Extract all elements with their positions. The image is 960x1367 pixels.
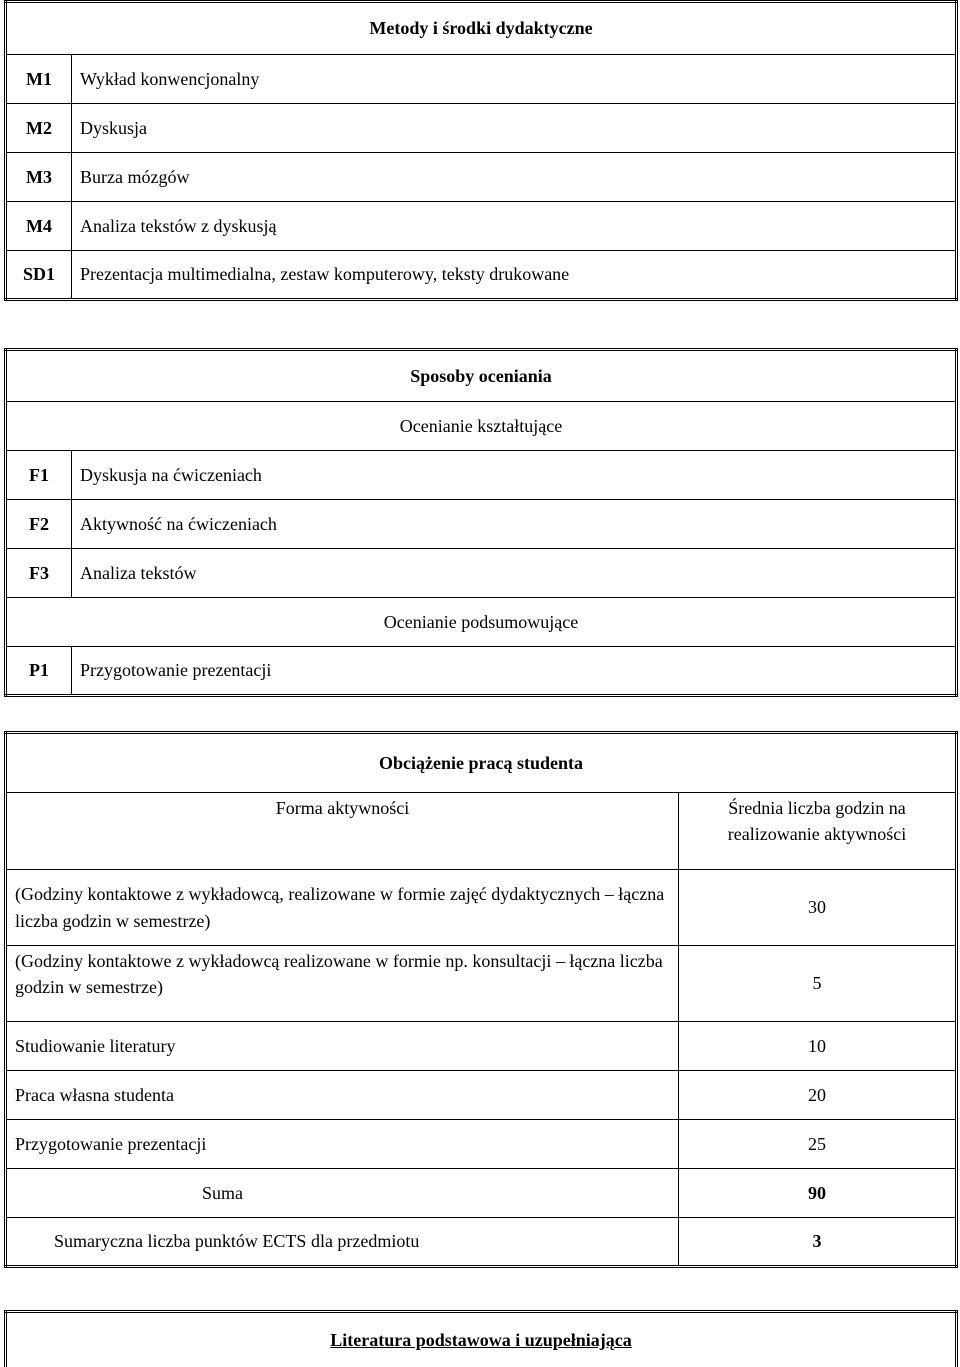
methods-table (4, 0, 958, 301)
table-row (6, 451, 957, 500)
method-text: Analiza tekstów z dyskusją (72, 202, 957, 251)
formative-label: Ocenianie kształtujące (6, 402, 957, 451)
hours-cell: 10 (679, 1022, 957, 1071)
method-code: M4 (6, 202, 72, 251)
ects-label: Sumaryczna liczba punktów ECTS dla przedmiotu (6, 1218, 679, 1267)
literature-header: Literatura podstawowa i uzupełniająca (6, 1312, 957, 1367)
method-code: M2 (6, 104, 72, 153)
table-row (6, 500, 957, 549)
method-code: M1 (6, 55, 72, 104)
assessment-code: P1 (6, 647, 72, 696)
activity-cell: Studiowanie literatury (6, 1022, 679, 1071)
table-row (6, 1071, 957, 1120)
method-text: Dyskusja (72, 104, 957, 153)
assessment-text: Dyskusja na ćwiczeniach (72, 451, 957, 500)
col-activity-header: Forma aktywności (6, 793, 679, 870)
method-text: Burza mózgów (72, 153, 957, 202)
method-text: Wykład konwencjonalny (72, 55, 957, 104)
hours-cell: 30 (679, 870, 957, 946)
assessment-code: F2 (6, 500, 72, 549)
sum-row (6, 1169, 957, 1218)
sum-value: 90 (679, 1169, 957, 1218)
hours-cell: 5 (679, 946, 957, 1022)
col-hours-header: Średnia liczba godzin na realizowanie aktywności (679, 793, 957, 870)
activity-cell: (Godziny kontaktowe z wykładowcą, realizowane w formie zajęć dydaktycznych – łączna liczba godzin w semestrze) (6, 870, 679, 946)
table-row (6, 104, 957, 153)
methods-header: Metody i środki dydaktyczne (6, 2, 957, 55)
table-row (6, 153, 957, 202)
method-code: M3 (6, 153, 72, 202)
assessment-text: Analiza tekstów (72, 549, 957, 598)
activity-cell: Praca własna studenta (6, 1071, 679, 1120)
table-row (6, 202, 957, 251)
table-row (6, 549, 957, 598)
workload-table (4, 731, 958, 1268)
hours-cell: 25 (679, 1120, 957, 1169)
assessment-text: Aktywność na ćwiczeniach (72, 500, 957, 549)
activity-cell: (Godziny kontaktowe z wykładowcą realizowane w formie np. konsultacji – łączna liczba godzin w semestrze) (6, 946, 679, 1022)
assessment-table (4, 348, 958, 697)
table-row (6, 647, 957, 696)
ects-value: 3 (679, 1218, 957, 1267)
activity-cell: Przygotowanie prezentacji (6, 1120, 679, 1169)
assessment-code: F1 (6, 451, 72, 500)
workload-header: Obciążenie pracą studenta (6, 733, 957, 793)
assessment-header: Sposoby oceniania (6, 350, 957, 402)
table-row (6, 1022, 957, 1071)
table-row (6, 251, 957, 300)
table-row (6, 1120, 957, 1169)
method-code: SD1 (6, 251, 72, 300)
table-row (6, 870, 957, 946)
assessment-code: F3 (6, 549, 72, 598)
assessment-text: Przygotowanie prezentacji (72, 647, 957, 696)
table-row (6, 55, 957, 104)
method-text: Prezentacja multimedialna, zestaw komputerowy, teksty drukowane (72, 251, 957, 300)
ects-row (6, 1218, 957, 1267)
summative-label: Ocenianie podsumowujące (6, 598, 957, 647)
hours-cell: 20 (679, 1071, 957, 1120)
sum-label: Suma (6, 1169, 679, 1218)
literature-table (4, 1310, 958, 1367)
table-row (6, 946, 957, 1022)
